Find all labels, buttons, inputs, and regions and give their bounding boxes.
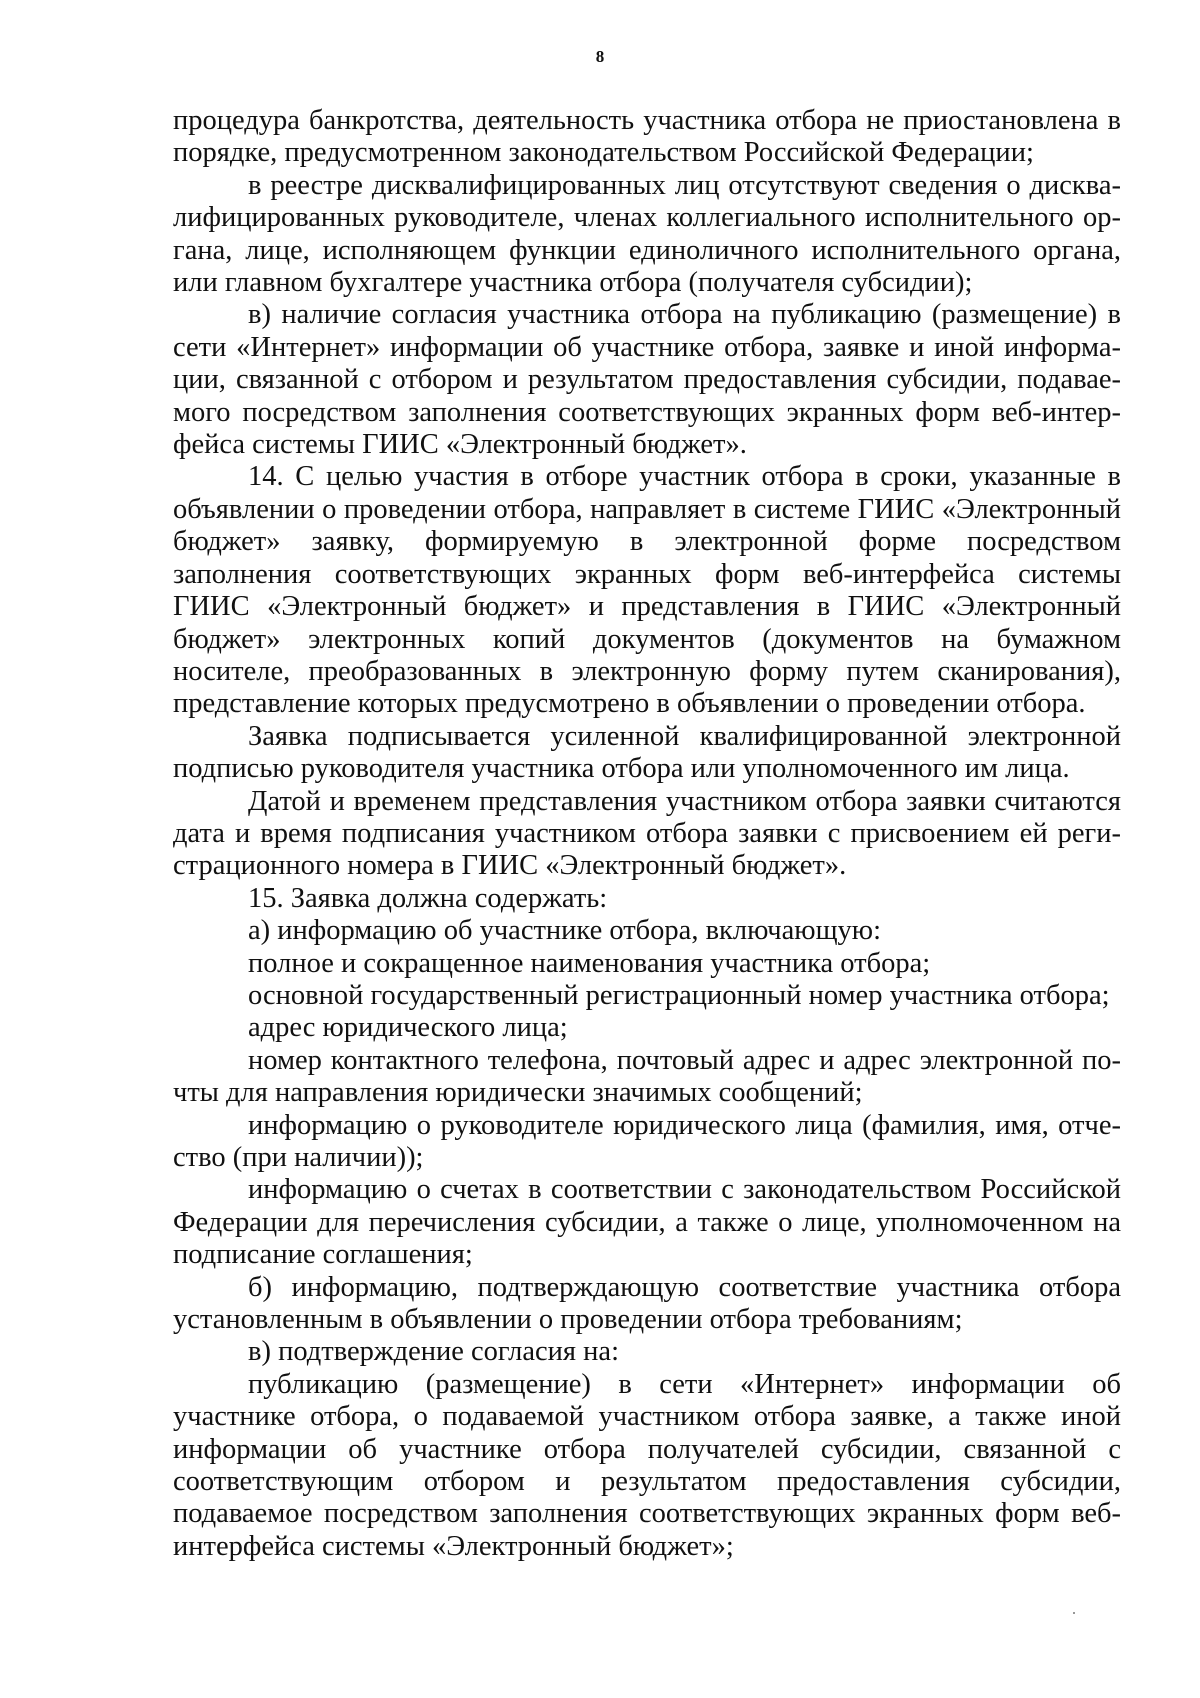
paragraph-disqualified-registry: в реестре дисквалифицированных лиц отсутствуют сведения о дисквалифицированных руководителе, членах коллегиального исполнительного органа, лице, исполняющем функции единоличного исполнительного органа, или главном бухгалтере участника отбора (получателя субсидии); [173, 169, 1121, 299]
paragraph-legal-address: адрес юридического лица; [248, 1012, 568, 1044]
paragraph-consent-publication: в) наличие согласия участника отбора на публикацию (размещение) в сети «Интернет» информации об участнике отбора, заявке и иной информации, связанной с отбором и результатом предоставления субсидии, подаваемого посредством заполнения соответствующих экранных форм веб-интерфейса системы ГИИС «Электронный бюджет». [173, 299, 1121, 461]
paragraph-submission-date: Датой и временем представления участником отбора заявки считаются дата и время подписания участником отбора заявки с присвоением ей регистрационного номера в ГИИС «Электронный бюджет». [173, 785, 1121, 882]
scan-speck [1073, 1612, 1075, 1614]
paragraph-contact-details: номер контактного телефона, почтовый адрес и адрес электронной почты для направления юридически значимых сообщений; [173, 1044, 1121, 1109]
paragraph-bankruptcy-continuation: процедура банкротства, деятельность участника отбора не приостановлена в порядке, предусмотренном законодательством Российской Федерации; [173, 105, 1121, 169]
paragraph-application-signature: Заявка подписывается усиленной квалифицированной электронной подписью руководителя участника отбора или уполномоченного им лица. [173, 720, 1121, 785]
paragraph-participant-names: полное и сокращенное наименования участника отбора; [248, 947, 931, 979]
paragraph-14-application-submission: 14. С целью участия в отборе участник отбора в сроки, указанные в объявлении о проведении отбора, направляет в системе ГИИС «Электронный бюджет» заявку, формируемую в электронной форме посредством заполнения соответствующих экранных форм веб-интерфейса системы ГИИС «Электронный бюджет» и представления в ГИИС «Электронный бюджет» электронных копий документов (документов на бумажном носителе, преобразованных в электронную форму путем сканирования), представление которых предусмотрено в объявлении о проведении отбора. [173, 461, 1121, 720]
paragraph-bank-accounts: информацию о счетах в соответствии с законодательством Российской Федерации для перечисления субсидии, а также о лице, уполномоченном на подписание соглашения; [173, 1174, 1121, 1271]
page-number: 8 [595, 47, 605, 66]
paragraph-internet-publication: публикацию (размещение) в сети «Интернет» информации об участнике отбора, о подаваемой участником отбора заявке, а также иной информации об участнике отбора получателей субсидии, связанной с соответствующим отбором и результатом предоставления субсидии, подаваемое посредством заполнения соответствующих экранных форм веб-интерфейса системы «Электронный бюджет»; [173, 1368, 1121, 1562]
paragraph-head-information: информацию о руководителе юридического лица (фамилия, имя, отчество (при наличии)); [173, 1109, 1121, 1173]
paragraph-15-application-content: 15. Заявка должна содержать: [248, 882, 608, 914]
document-body [173, 105, 1121, 1563]
paragraph-consent-confirmation: в) подтверждение согласия на: [248, 1336, 619, 1368]
paragraph-registration-number: основной государственный регистрационный номер участника отбора; [248, 979, 1110, 1011]
paragraph-requirements-compliance: б) информацию, подтверждающую соответствие участника отбора установленным в объявлении о проведении отбора требованиям; [173, 1271, 1121, 1336]
paragraph-participant-information: а) информацию об участнике отбора, включающую: [248, 915, 881, 947]
